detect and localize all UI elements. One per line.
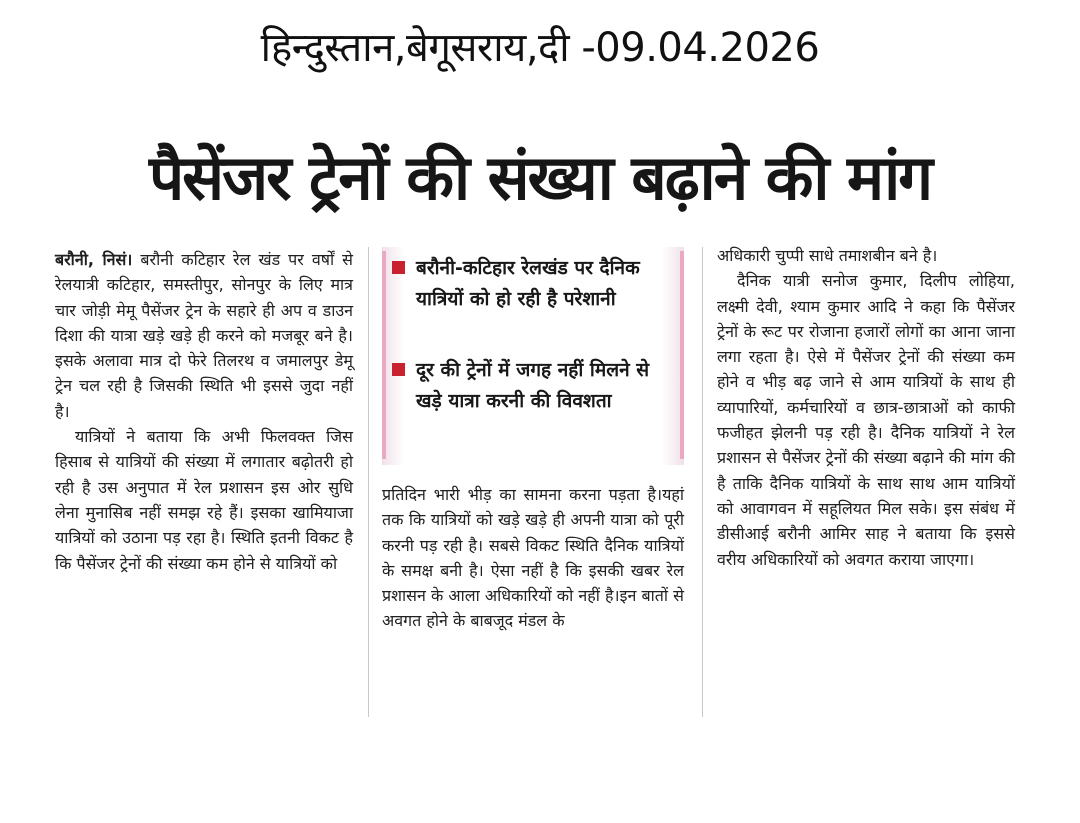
source-caption: हिन्दुस्तान,बेगूसराय,दी -09.04.2026: [260, 25, 820, 71]
pull-quote-point-1-text: बरौनी-कटिहार रेलखंड पर दैनिक यात्रियों को हो रही है परेशानी: [416, 257, 640, 310]
pull-quote-point-2-text: दूर की ट्रेनों में जगह नहीं मिलने से खड़े यात्रा करनी की विवशता: [416, 359, 650, 412]
pull-quote-point-1: [416, 253, 666, 315]
article-column-3: [717, 243, 1015, 572]
column-divider-1: [368, 247, 369, 717]
pull-quote-left-border: [382, 251, 386, 459]
column-3-p2: दैनिक यात्री सनोज कुमार, दिलीप लोहिया, लक्ष्मी देवी, श्याम कुमार आदि ने कहा कि पैसेंजर ट्रेनों के रूट पर रोजाना हजारों लोगों का आना जाना लगा रहता है। ऐसे में पैसेंजर ट्रेनों की संख्या कम होने व भीड़ बढ़ जाने से आम यात्रियों के साथ ही व्यापारियों, कर्मचारियों व छात्र-छात्राओं को काफी फजीहत झेलनी पड़ रही है। दैनिक यात्रियों ने रेल प्रशासन से पैसेंजर ट्रेनों की संख्या बढ़ाने की मांग की है ताकि दैनिक यात्रियों के साथ साथ आम यात्रियों को आवागवन में सहूलियत मिल सके। इस संबंध में डीसीआई बरौनी आमिर साह ने बताया कि इससे वरीय अधिकारियों को अवगत कराया जाएगा।: [717, 271, 1015, 569]
pull-quote-right-border: [680, 251, 684, 459]
article-column-2: [382, 482, 684, 634]
headline: पैसेंजर ट्रेनों की संख्या बढ़ाने की मांग: [148, 141, 932, 214]
column-3-p1: अधिकारी चुप्पी साधे तमाशबीन बने है।: [717, 246, 938, 265]
paragraph-2: यात्रियों ने बताया कि अभी फिलवक्त जिस हिसाब से यात्रियों की संख्या में लगातार बढ़ोतरी हो रही है उस अनुपात में रेल प्रशासन इस ओर सुधि लेना मुनासिब नहीं समझ रहे हैं। इसका खामियाजा यात्रियों को उठाना पड़ रहा है। स्थिति इतनी विकट है कि पैसेंजर ट्रेनों की संख्या कम होने से यात्रियों को: [55, 427, 353, 573]
paragraph-1-text: बरौनी कटिहार रेल खंड पर वर्षों से रेलयात्री कटिहार, समस्तीपुर, सोनपुर के लिए मात्र चार जोड़ी मेमू पैसेंजर ट्रेन के सहारे ही अप व डाउन दिशा की यात्रा खड़े खड़े ही करने को मजबूर बने है। इसके अलावा मात्र दो फेरे तिलरथ व जमालपुर डेमू ट्रेन चल रही है जिसकी स्थिति भी इससे जुदा नहीं है।: [55, 250, 353, 421]
column-divider-2: [702, 247, 703, 717]
paragraph-1: [55, 247, 353, 424]
bullet-square-icon: [392, 261, 405, 274]
column-2-text: प्रतिदिन भारी भीड़ का सामना करना पड़ता है।यहां तक कि यात्रियों को खड़े खड़े ही अपनी यात्रा को पूरी करनी पड़ रही है। सबसे विकट स्थिति दैनिक यात्रियों के समक्ष बनी है। ऐसा नहीं है कि इसकी खबर रेल प्रशासन के आला अधिकारियों को नहीं है।इन बातों से अवगत होने के बाबजूद मंडल के: [382, 485, 684, 631]
pull-quote-box: [382, 247, 684, 465]
pull-quote-point-2: [416, 355, 666, 417]
bullet-square-icon: [392, 363, 405, 376]
dateline: बरौनी, निसं।: [55, 250, 133, 269]
article-column-1: [55, 247, 353, 576]
